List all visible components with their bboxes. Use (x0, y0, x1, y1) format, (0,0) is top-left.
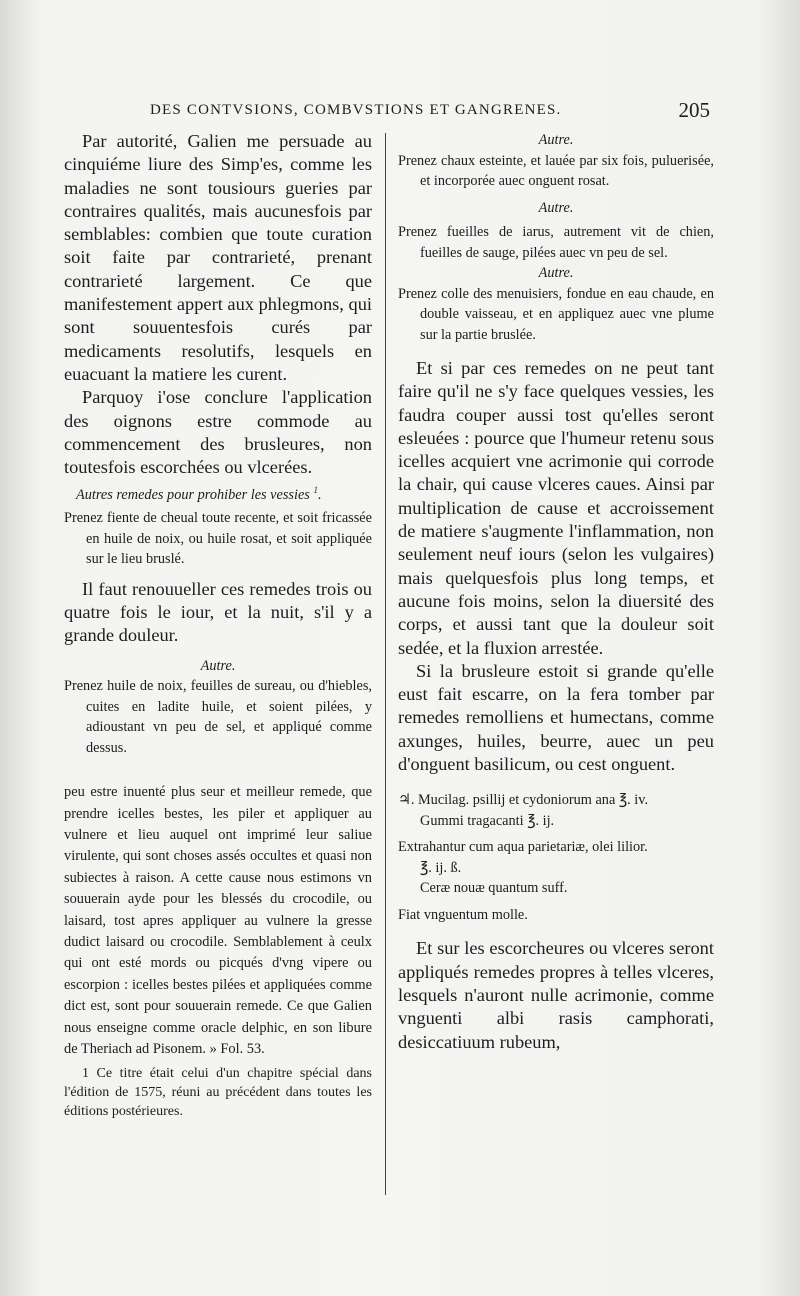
formula-line: Ceræ nouæ quantum suff. (420, 880, 568, 897)
recipe: Prenez fiente de cheual toute recente, et soit fricassée en huile de noix, ou huile rosat, et soit appliquée sur le lieu bruslé. (64, 510, 372, 568)
paragraph: Parquoy i'ose conclure l'application des oignons estre commode au commencement des brusleures, non toutesfois escorchées ou vlcerées. (64, 387, 372, 478)
formula-line: ℥. ij. ß. (420, 859, 462, 876)
column-divider (385, 133, 386, 1195)
paragraph: Et si par ces remedes on ne peut tant faire qu'il ne s'y face quelques vessies, les faudra couper aussi tost qu'elles seront esleuées : pource que l'humeur retenu sous icelles acquiert vne acrimonie qui corrode la chair, qui cause vlceres caues. Ainsi par multiplication de cause et accroissement de matiere s'augmente l'inflammation, non seulement neuf iours (selon les vulgaires) mais quelquesfois plus long temps, et aucune fois moins, selon la diuersité des corps, et aussi tant que la douleur soit sedée, et la fluxion arrestée. (398, 358, 714, 658)
formula-line: ♃. Mucilag. psillij et cydoniorum ana ℥. iv. (398, 792, 649, 809)
footnote: 1 Ce titre était celui d'un chapitre spécial dans l'édition de 1575, réuni au précédent dans toutes les éditions postérieures. (64, 1066, 372, 1120)
recipe: Prenez colle des menuisiers, fondue en eau chaude, en double vaisseau, et en appliquez auec vne plume sur la partie bruslée. (398, 285, 714, 343)
paragraph: Si la brusleure estoit si grande qu'elle eust fait escarre, on la fera tomber par remedes remolliens et humectans, comme axunges, huiles, beurre, auec un peu d'onguent basilicum, ou cest onguent. (398, 660, 714, 775)
recipe: Prenez huile de noix, feuilles de sureau, ou d'hiebles, cuites en ladite huile, et soient pilées, y adioustant vn peu de sel, et appliqué comme dessus. (64, 678, 372, 756)
footnote-marker: 1 (313, 485, 318, 496)
paragraph: Il faut renouueller ces remedes trois ou quatre fois le iour, et la nuit, s'il y a grande douleur. (64, 578, 372, 646)
section-heading: Autre. (200, 657, 236, 674)
formula-line: Fiat vnguentum molle. (398, 906, 528, 923)
section-heading: Autres remedes pour prohiber les vessies $^1$. (76, 485, 322, 504)
paragraph: Par autorité, Galien me persuade au cinquiéme liure des Simp'es, comme les maladies ne sont tousiours gueries par contraires qualités, mais aucunesfois par semblables: combien que toute curation soit faite par contrarieté, prenant contrarieté largement. Ce que manifestement appert aux phlegmons, qui sont souuentesfois curés par medicaments resolutifs, lesquels en euacuant la matiere les curent. (64, 131, 372, 384)
paragraph: Et sur les escorcheures ou vlceres seront appliqués remedes propres à telles vlceres, lesquels n'auront nulle acrimonie, comme vnguenti albi rasis camphorati, desiccatiuum rubeum, (398, 938, 714, 1052)
page-number: 205 (678, 98, 710, 122)
left-column (64, 130, 372, 1121)
formula-line: Extrahantur cum aqua parietariæ, olei lilior. (398, 839, 648, 856)
section-heading: Autre. (538, 199, 574, 216)
right-column (398, 130, 714, 1054)
paragraph: peu estre inuenté plus seur et meilleur remede, que prendre icelles bestes, les piler et appliquer au vulnere et lieu auquel ont imprimé leur saliue virulente, qui sont choses assés occultes et quasi non subiectes à raison. A cette cause nous estimons vn souuerain ayde pour les blessés du crocodile, ou laisard, tost apres appliquer au vulnere la gresse dudict laisard ou crocodile. Semblablement à ceulx qui ont esté mords ou picqués d'vng vipere ou escorpion : icelles bestes pilées et appliquées comme dict est, sont pour souuerain remede. Ce que Galien nous enseigne comme oracle delphic, en son libure de Theriach ad Pisonem. » Fol. 53. (64, 784, 372, 1057)
formula-line: Gummi tragacanti ℥. ij. (420, 812, 555, 829)
section-heading: Autre. (538, 132, 574, 148)
recipe: Prenez fueilles de iarus, autrement vit de chien, fueilles de sauge, pilées auec vn peu de sel. (398, 224, 714, 261)
recipe: Prenez chaux esteinte, et lauée par six fois, puluerisée, et incorporée auec onguent rosat. (398, 152, 714, 189)
section-heading: Autre. (538, 265, 574, 281)
running-title: DES CONTVSIONS, COMBVSTIONS ET GANGRENES. (150, 102, 562, 118)
